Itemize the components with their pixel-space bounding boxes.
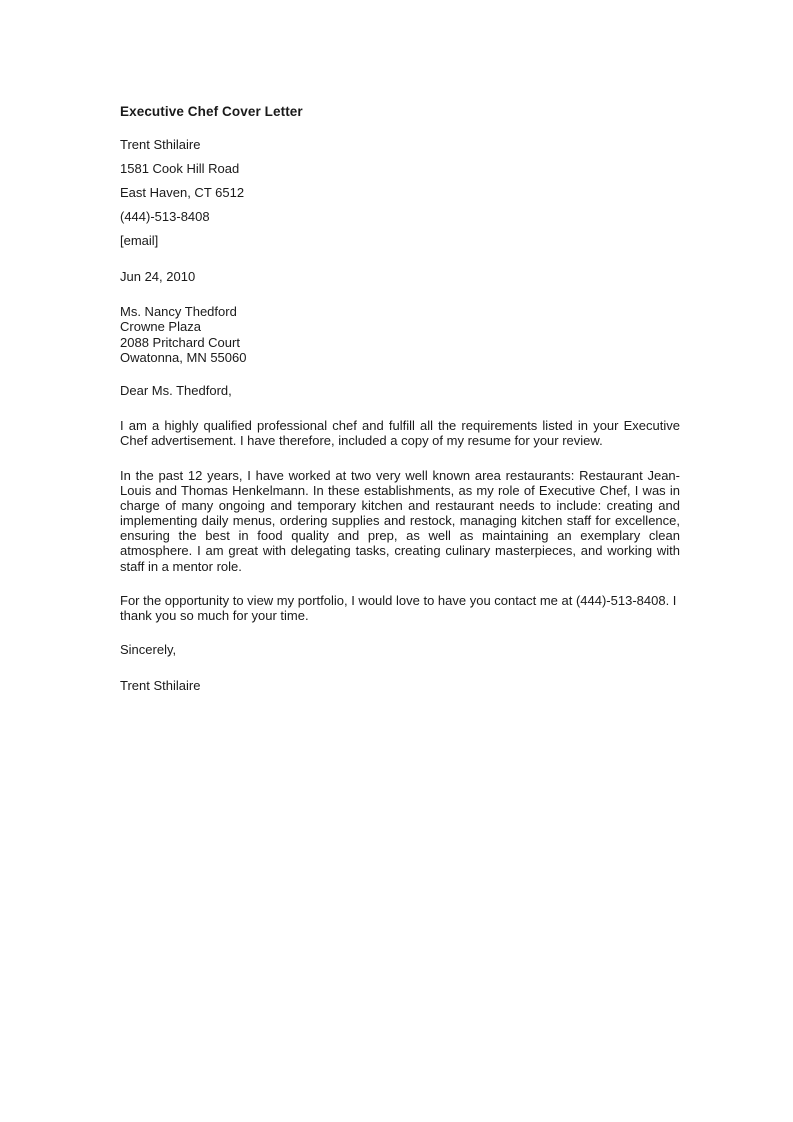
letter-date: Jun 24, 2010: [120, 269, 196, 284]
sender-phone: (444)-513-8408: [120, 209, 210, 224]
recipient-city-state-zip: Owatonna, MN 55060: [120, 349, 247, 365]
recipient-street: 2088 Pritchard Court: [120, 334, 240, 350]
body-paragraph-intro: I am a highly qualified professional chef and fulfill all the requirements listed in your Executive Chef advertisement. I have therefore, included a copy of my resume for your review.: [120, 418, 680, 449]
recipient-address: [120, 304, 246, 365]
sender-email: [email]: [120, 233, 159, 248]
signature-name: Trent Sthilaire: [120, 678, 201, 693]
body-paragraph-experience: In the past 12 years, I have worked at two very well known area restaurants: Restaurant Jean-Louis and Thomas Henkelmann. In these establishments, as my role of Executive Chef, I was in charge of many ongoing and temporary kitchen and restaurant needs to include: creating and implementing daily menus, ordering supplies and restock, managing kitchen staff for excellence, ensuring the best in food quality and prep, as well as maintaining an exemplary clean atmosphere. I am great with delegating tasks, creating culinary masterpieces, and working with staff in a mentor role.: [120, 468, 680, 574]
recipient-name: Ms. Nancy Thedford: [120, 304, 237, 319]
body-paragraph-contact: For the opportunity to view my portfolio, I would love to have you contact me at (444)-513-8408. I thank you so much for your time.: [120, 593, 677, 624]
sender-city-state-zip: East Haven, CT 6512: [120, 185, 245, 200]
sender-street: 1581 Cook Hill Road: [120, 161, 240, 176]
closing: Sincerely,: [120, 642, 177, 657]
sender-name: Trent Sthilaire: [120, 137, 201, 152]
recipient-company: Crowne Plaza: [120, 319, 201, 335]
salutation: Dear Ms. Thedford,: [120, 383, 232, 398]
document-title: Executive Chef Cover Letter: [120, 104, 303, 119]
